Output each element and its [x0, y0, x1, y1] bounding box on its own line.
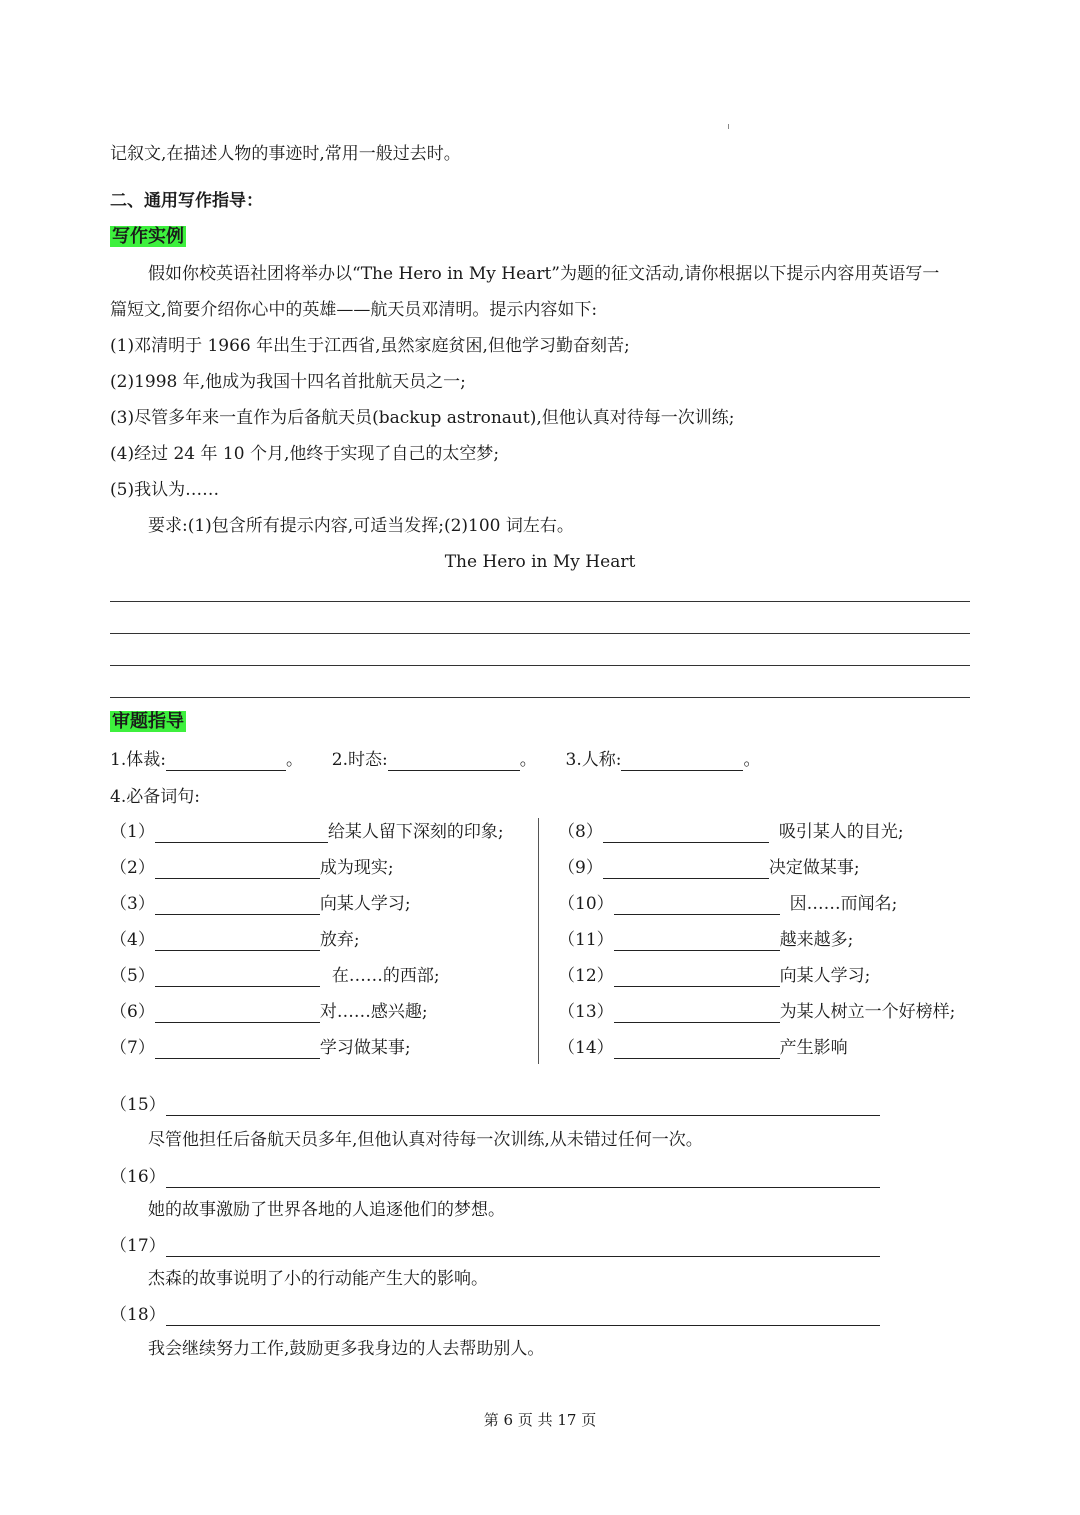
sentence-item: （16）: [110, 1166, 880, 1188]
phrase-blank[interactable]: [155, 1004, 320, 1023]
analysis-tag: [110, 710, 186, 734]
phrase-blank[interactable]: [614, 932, 780, 951]
essay-title: The Hero in My Heart: [444, 552, 636, 572]
phrase-item: （2） 成为现实;: [110, 858, 394, 878]
intro-line: 记叙文,在描述人物的事迹时,常用一般过去时。: [110, 144, 461, 164]
sentence-chinese: 她的故事激励了世界各地的人追逐他们的梦想。: [148, 1200, 505, 1220]
sentence-chinese: 我会继续努力工作,鼓励更多我身边的人去帮助别人。: [148, 1339, 545, 1359]
phrase-blank[interactable]: [614, 1004, 780, 1023]
section-heading: 二、通用写作指导：: [110, 191, 263, 211]
phrase-blank[interactable]: [155, 1040, 320, 1059]
phrase-blank[interactable]: [603, 824, 769, 843]
person-blank[interactable]: [621, 752, 743, 771]
prompt-point: (2)1998 年,他成为我国十四名首批航天员之一;: [110, 372, 466, 392]
phrase-item: （12） 向某人学习;: [558, 966, 871, 986]
column-divider: [538, 818, 539, 1064]
sentence-blank[interactable]: [166, 1307, 880, 1326]
tense-blank[interactable]: [388, 752, 520, 771]
writing-line[interactable]: [110, 633, 970, 634]
page-footer: 第 6 页 共 17 页: [483, 1411, 597, 1429]
prompt-line-1: 假如你校英语社团将举办以“The Hero in My Heart”为题的征文活动,请你根据以下提示内容用英语写一: [148, 264, 940, 284]
phrase-blank[interactable]: [603, 860, 769, 879]
person-label: 3.人称:: [565, 750, 622, 770]
genre-blank[interactable]: [166, 752, 286, 771]
phrase-item: （7） 学习做某事;: [110, 1038, 411, 1058]
prompt-line-2: 篇短文,简要介绍你心中的英雄——航天员邓清明。提示内容如下:: [110, 300, 598, 320]
stray-mark: [728, 124, 729, 129]
phrase-blank[interactable]: [155, 932, 320, 951]
sentence-chinese: 尽管他担任后备航天员多年,但他认真对待每一次训练,从未错过任何一次。: [148, 1130, 703, 1150]
phrase-item: （13） 为某人树立一个好榜样;: [558, 1002, 956, 1022]
sentence-blank[interactable]: [166, 1169, 880, 1188]
phrase-item: （9） 决定做某事;: [558, 858, 860, 878]
sentence-item: （15）: [110, 1094, 880, 1116]
phrase-item: （3） 向某人学习;: [110, 894, 411, 914]
phrase-blank[interactable]: [155, 824, 328, 843]
example-tag-label: 写作实例: [112, 226, 184, 247]
phrase-item: （1） 给某人留下深刻的印象;: [110, 822, 504, 842]
phrase-item: （14） 产生影响: [558, 1038, 848, 1058]
phrase-item: （5） 在……的西部;: [110, 966, 440, 986]
sentence-blank[interactable]: [166, 1097, 880, 1116]
prompt-point: (4)经过 24 年 10 个月,他终于实现了自己的太空梦;: [110, 444, 500, 464]
phrase-item: （6） 对……感兴趣;: [110, 1002, 428, 1022]
writing-line[interactable]: [110, 601, 970, 602]
phrase-blank[interactable]: [155, 896, 320, 915]
sentence-blank[interactable]: [166, 1238, 880, 1257]
phrase-blank[interactable]: [614, 968, 780, 987]
requirement: 要求:(1)包含所有提示内容,可适当发挥;(2)100 词左右。: [148, 516, 574, 536]
phrase-item: （10） 因……而闻名;: [558, 894, 898, 914]
sentence-item: （18）: [110, 1304, 880, 1326]
phrase-blank[interactable]: [155, 860, 320, 879]
writing-line[interactable]: [110, 697, 970, 698]
phrases-heading: 4.必备词句:: [110, 787, 200, 807]
phrase-blank[interactable]: [614, 1040, 780, 1059]
tense-label: 2.时态:: [331, 750, 388, 770]
prompt-point: (1)邓清明于 1966 年出生于江西省,虽然家庭贫困,但他学习勤奋刻苦;: [110, 336, 630, 356]
phrase-item: （11） 越来越多;: [558, 930, 854, 950]
phrase-item: （4） 放弃;: [110, 930, 360, 950]
analysis-questions: 1.体裁: 。 2.时态: 。 3.人称: 。: [110, 750, 761, 770]
writing-line[interactable]: [110, 665, 970, 666]
genre-label: 1.体裁:: [110, 750, 166, 770]
analysis-tag-label: 审题指导: [112, 711, 184, 732]
example-tag: [110, 225, 186, 249]
phrase-blank[interactable]: [155, 968, 320, 987]
phrase-blank[interactable]: [614, 896, 780, 915]
phrase-item: （8） 吸引某人的目光;: [558, 822, 904, 842]
sentence-item: （17）: [110, 1235, 880, 1257]
prompt-point: (5)我认为……: [110, 480, 220, 500]
prompt-point: (3)尽管多年来一直作为后备航天员(backup astronaut),但他认真对待每一次训练;: [110, 408, 735, 428]
sentence-chinese: 杰森的故事说明了小的行动能产生大的影响。: [148, 1269, 488, 1289]
